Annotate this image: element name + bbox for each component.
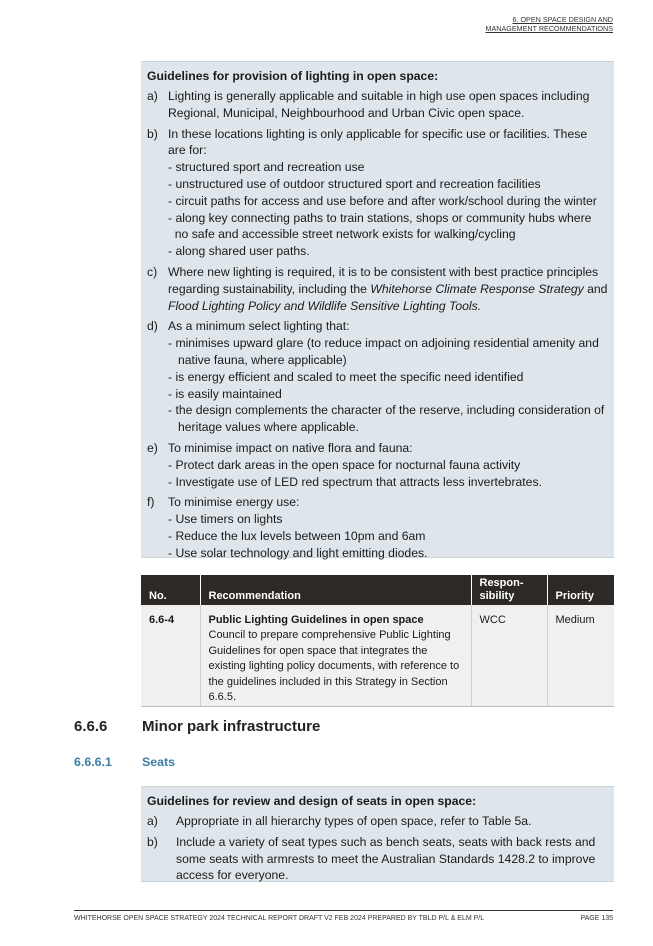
header-line-2: MANAGEMENT RECOMMENDATIONS bbox=[485, 24, 613, 33]
guideline-e bbox=[147, 440, 608, 490]
recommendation-title: Public Lighting Guidelines in open space bbox=[208, 614, 424, 626]
column-header-priority: Priority bbox=[547, 575, 614, 605]
table-row bbox=[141, 605, 614, 707]
guideline-label: c) bbox=[147, 264, 158, 279]
subsection-title: Seats bbox=[142, 755, 176, 769]
guideline-b bbox=[147, 126, 608, 260]
bullet: - circuit paths for access and use before and after work/school during the winter bbox=[168, 193, 597, 208]
footer-document-info: WHITEHORSE OPEN SPACE STRATEGY 2024 TECHNICAL REPORT DRAFT V2 FEB 2024 PREPARED BY TBLD P/L & ELM P/L bbox=[74, 915, 485, 922]
guideline-a bbox=[147, 88, 608, 122]
seats-guidelines-title: Guidelines for review and design of seats in open space: bbox=[147, 794, 477, 808]
guideline-text: Lighting is generally applicable and suitable in high use open spaces including Regional, Municipal, Neighbourhood and Urban Civic open space. bbox=[168, 89, 590, 120]
page-footer bbox=[74, 910, 613, 922]
bullet: - Use timers on lights bbox=[168, 512, 283, 527]
guideline-label: f) bbox=[147, 495, 155, 510]
bullet: - Protect dark areas in the open space for nocturnal fauna activity bbox=[168, 457, 521, 472]
section-heading bbox=[74, 718, 320, 735]
table-header-row bbox=[141, 575, 614, 605]
priority-cell: Medium bbox=[547, 605, 614, 707]
recommendation-description: Council to prepare comprehensive Public Lighting Guidelines for open space that integrates the existing lighting policy documents, with reference to the guidelines included in this Strategy in Section 6.6.5. bbox=[208, 629, 460, 704]
running-header bbox=[485, 15, 613, 33]
page-number: PAGE 135 bbox=[580, 915, 613, 922]
section-title: Minor park infrastructure bbox=[142, 718, 321, 735]
guideline-label: b) bbox=[147, 126, 158, 141]
guideline-text: Appropriate in all hierarchy types of open space, refer to Table 5a. bbox=[176, 814, 532, 828]
policy-reference: Flood Lighting Policy and Wildlife Sensitive Lighting Tools. bbox=[168, 298, 482, 313]
bullet: - Investigate use of LED red spectrum that attracts less invertebrates. bbox=[168, 474, 542, 489]
column-header-no: No. bbox=[141, 575, 200, 605]
bullet: - the design complements the character of the reserve, including consideration of heritage values where applicable. bbox=[168, 403, 605, 435]
guideline-d bbox=[147, 318, 608, 436]
strategy-reference: Whitehorse Climate Response Strategy bbox=[370, 281, 584, 296]
subsection-heading bbox=[74, 755, 175, 769]
guideline-label: d) bbox=[147, 319, 158, 334]
guideline-text: To minimise impact on native flora and fauna: bbox=[168, 440, 413, 455]
bullet: - along key connecting paths to train stations, shops or community hubs where bbox=[168, 210, 592, 225]
seat-guideline-a bbox=[147, 813, 608, 830]
guideline-text: To minimise energy use: bbox=[168, 495, 300, 510]
guideline-label: a) bbox=[147, 89, 158, 103]
recommendation-table bbox=[141, 575, 614, 707]
guideline-label: b) bbox=[147, 834, 158, 849]
guideline-text: As a minimum select lighting that: bbox=[168, 319, 350, 334]
lighting-guidelines-title: Guidelines for provision of lighting in open space: bbox=[147, 69, 439, 83]
bullet: no safe and accessible street network exists for walking/cycling bbox=[168, 227, 516, 242]
recommendation-number: 6.6-4 bbox=[141, 605, 200, 707]
bullet: - Reduce the lux levels between 10pm and 6am bbox=[168, 528, 426, 543]
responsibility-cell: WCC bbox=[471, 605, 547, 707]
lighting-guidelines-box bbox=[141, 61, 614, 558]
bullet: - along shared user paths. bbox=[168, 244, 310, 259]
bullet: - Use solar technology and light emitting diodes. bbox=[168, 545, 428, 560]
guideline-label: a) bbox=[147, 814, 158, 828]
bullet: - is easily maintained bbox=[168, 386, 282, 401]
header-line-1: 6. OPEN SPACE DESIGN AND bbox=[512, 15, 613, 24]
bullet: - is energy efficient and scaled to meet the specific need identified bbox=[168, 369, 524, 384]
column-header-recommendation: Recommendation bbox=[200, 575, 471, 605]
seats-guidelines-box bbox=[141, 786, 614, 882]
subsection-number: 6.6.6.1 bbox=[74, 755, 112, 769]
guideline-text: Include a variety of seat types such as bench seats, seats with back rests and some seats with armrests to meet the Australian Standards 1428.2 to improve access for everyone. bbox=[176, 834, 596, 883]
seat-guideline-b bbox=[147, 834, 608, 884]
guideline-text: In these locations lighting is only applicable for specific use or facilities. These are for: bbox=[168, 126, 588, 158]
bullet: - minimises upward glare (to reduce impact on adjoining residential amenity and native fauna, where applicable) bbox=[168, 336, 599, 367]
bullet: - unstructured use of outdoor structured sport and recreation facilities bbox=[168, 176, 541, 191]
guideline-label: e) bbox=[147, 440, 158, 455]
guideline-c bbox=[147, 264, 608, 314]
recommendation-cell bbox=[200, 605, 471, 707]
bullet: - structured sport and recreation use bbox=[168, 160, 365, 175]
guideline-f bbox=[147, 494, 608, 561]
section-number: 6.6.6 bbox=[74, 718, 108, 735]
guideline-text: Where new lighting is required, it is to be consistent with best practice principles regarding sustainability, including the Whitehorse Climate Response Strategy and Flood Lighting Policy and Wildlife Sensitive Lighting Tools. bbox=[168, 264, 608, 313]
column-header-responsibility: Respon- sibility bbox=[471, 575, 547, 605]
